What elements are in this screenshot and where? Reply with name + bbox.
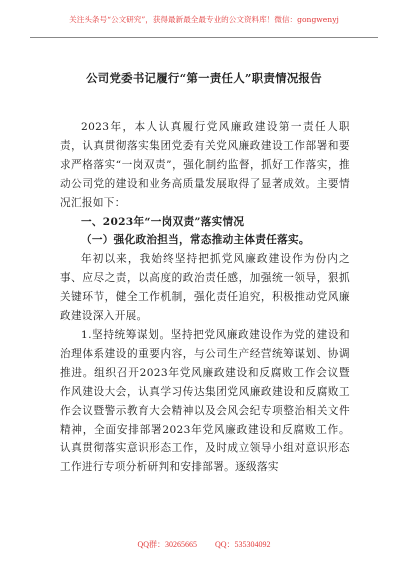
body-paragraph: 1.坚持统筹谋划。坚持把党风廉政建设作为党的建设和治理体系建设的重要内容，与公司生产经营统筹谋划、协调推进。组织召开2023年党风廉政建设和反腐败工作会议暨作风建设大会，认真学习传达集团党风廉政建设和反腐败工作会议暨警示教育大会精神以及会风会纪专项整治相关文件精神，全面安排部署2023年党风廉政建设和反腐败工作。认真贯彻落实意识形态工作，及时成立领导小组对意识形态工作进行专项分析研判和安排部署。逐级落实 bbox=[60, 328, 350, 474]
footer-qq: QQ：535304092 bbox=[215, 540, 271, 549]
subsection-heading: （一）强化政治担当，常态推动主体责任落实。 bbox=[81, 234, 310, 247]
document-title: 公司党委书记履行“第一责任人”职责情况报告 bbox=[86, 71, 322, 85]
footer-contact bbox=[0, 539, 408, 551]
header-divider bbox=[30, 37, 378, 38]
body-paragraph: 年初以来，我始终坚持把抓党风廉政建设作为份内之事、应尽之责，以高度的政治责任感，加强统一领导，狠抓关键环节，健全工作机制，强化责任追究，积极推动党风廉政建设深入开展。 bbox=[60, 253, 350, 323]
document-body bbox=[60, 118, 350, 477]
section-heading: 一、2023年“一岗双责”落实情况 bbox=[81, 215, 245, 228]
intro-paragraph: 2023年，本人认真履行党风廉政建设第一责任人职责，认真贯彻落实集团党委有关党风廉政建设工作部署和要求严格落实“一岗双责”，强化制约监督，抓好工作落实，推动公司党的建设和业务高质量发展取得了显著成效。主要情况汇报如下： bbox=[60, 121, 350, 209]
header-banner: 关注头条号“公文研究”，获得最新最全最专业的公文资料库！微信：gongwenyj bbox=[69, 15, 339, 24]
footer-qq-group: QQ群：30265665 bbox=[137, 540, 197, 549]
